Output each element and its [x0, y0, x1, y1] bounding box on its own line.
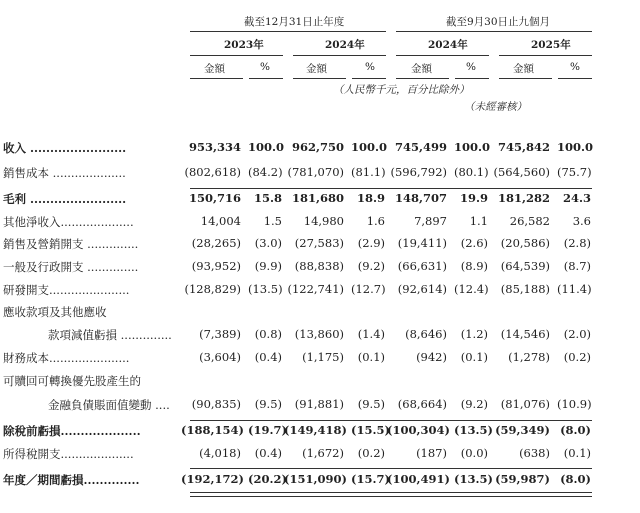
amount-cell: 26,582 — [509, 214, 550, 228]
subheader-rule-1a — [190, 78, 243, 79]
percent-cell: (0.2) — [563, 350, 591, 364]
amount-cell: (66,631) — [397, 259, 447, 273]
percent-cell: (2.9) — [357, 236, 385, 250]
percent-cell: (13.5) — [454, 472, 493, 486]
percent-header-1: % — [260, 61, 270, 73]
amount-cell: (14,546) — [500, 327, 550, 341]
percent-cell: (8.0) — [560, 472, 591, 486]
percent-cell: (81.1) — [351, 165, 386, 179]
percent-cell: (0.1) — [563, 446, 591, 460]
percent-cell: (0.2) — [357, 446, 385, 460]
percent-cell: 100.0 — [351, 140, 388, 154]
amount-cell: (90,835) — [191, 397, 241, 411]
subheader-rule-1b — [249, 78, 283, 79]
row-label: 研發開支...................... — [3, 283, 130, 297]
percent-cell: (8.0) — [560, 423, 591, 437]
amount-header-2: 金額 — [306, 63, 327, 75]
amount-cell: 745,842 — [497, 140, 550, 154]
header-rule-nine-months — [396, 31, 592, 32]
percent-cell: (0.4) — [254, 446, 282, 460]
row-label: 應收款項及其他應收 — [3, 305, 107, 319]
percent-cell: (3.0) — [254, 236, 282, 250]
rule-after-income-tax — [190, 468, 592, 469]
percent-cell: (84.2) — [248, 165, 283, 179]
amount-cell: 150,716 — [188, 191, 241, 205]
amount-header-4: 金額 — [513, 63, 534, 75]
row-label: 可贖回可轉換優先股產生的 — [3, 374, 141, 388]
row-label: 財務成本...................... — [3, 351, 130, 365]
amount-cell: (100,304) — [387, 423, 450, 437]
subheader-rule-4b — [558, 78, 592, 79]
year-2023: 2023年 — [224, 39, 264, 51]
amount-cell: 148,707 — [394, 191, 447, 205]
amount-cell: (28,265) — [191, 236, 241, 250]
percent-cell: (12.7) — [351, 282, 386, 296]
amount-cell: (20,586) — [500, 236, 550, 250]
amount-cell: (85,188) — [500, 282, 550, 296]
amount-cell: (8,646) — [405, 327, 447, 341]
amount-cell: (88,838) — [294, 259, 344, 273]
percent-cell: (9.9) — [254, 259, 282, 273]
double-rule-net-loss — [190, 492, 592, 497]
percent-cell: (1.2) — [460, 327, 488, 341]
subheader-rule-4a — [499, 78, 552, 79]
row-label: 其他淨收入.................... — [3, 215, 134, 229]
percent-cell: (9.2) — [357, 259, 385, 273]
percent-cell: (2.8) — [563, 236, 591, 250]
amount-cell: (91,881) — [294, 397, 344, 411]
amount-cell: (187) — [416, 446, 447, 460]
year-2025: 2025年 — [531, 39, 571, 51]
amount-cell: (1,672) — [302, 446, 344, 460]
year-rule-2024a — [293, 55, 386, 56]
amount-cell: (93,952) — [191, 259, 241, 273]
row-label: 除稅前虧損.................... — [3, 424, 141, 438]
rule-after-fvc — [190, 420, 592, 421]
amount-cell: (781,070) — [287, 165, 344, 179]
percent-cell: 1.1 — [469, 214, 488, 228]
amount-cell: (942) — [416, 350, 447, 364]
percent-cell: 100.0 — [248, 140, 285, 154]
subheader-rule-3a — [396, 78, 449, 79]
year-2024-a: 2024年 — [325, 39, 365, 51]
percent-cell: 100.0 — [454, 140, 491, 154]
amount-cell: (188,154) — [181, 423, 244, 437]
amount-cell: (192,172) — [181, 472, 244, 486]
percent-header-4: % — [570, 61, 580, 73]
amount-cell: (59,987) — [495, 472, 550, 486]
percent-header-3: % — [466, 61, 476, 73]
amount-cell: (564,560) — [493, 165, 550, 179]
percent-header-2: % — [365, 61, 375, 73]
percent-cell: (0.1) — [357, 350, 385, 364]
amount-cell: 181,680 — [291, 191, 344, 205]
header-rule-full-year — [190, 31, 386, 32]
row-label: 年度／期間虧損.............. — [3, 473, 140, 487]
amount-cell: (19,411) — [397, 236, 447, 250]
amount-cell: (59,349) — [495, 423, 550, 437]
amount-cell: (4,018) — [199, 446, 241, 460]
amount-cell: (128,829) — [184, 282, 241, 296]
row-label: 一般及行政開支 .............. — [3, 260, 139, 274]
percent-cell: (15.7) — [351, 472, 390, 486]
percent-cell: (0.8) — [254, 327, 282, 341]
percent-cell: (20.2) — [248, 472, 287, 486]
percent-cell: (9.5) — [254, 397, 282, 411]
amount-cell: (1,175) — [302, 350, 344, 364]
percent-cell: 1.5 — [263, 214, 282, 228]
percent-cell: (19.7) — [248, 423, 287, 437]
amount-cell: (149,418) — [284, 423, 347, 437]
year-2024-b: 2024年 — [428, 39, 468, 51]
percent-cell: 18.9 — [356, 191, 385, 205]
amount-cell: (27,583) — [294, 236, 344, 250]
rule-after-cost-of-sales — [190, 188, 592, 189]
percent-cell: (1.4) — [357, 327, 385, 341]
amount-cell: 745,499 — [394, 140, 447, 154]
amount-cell: 14,980 — [303, 214, 344, 228]
amount-cell: (92,614) — [397, 282, 447, 296]
percent-cell: (13.5) — [248, 282, 283, 296]
row-label: 所得稅開支.................... — [3, 447, 134, 461]
row-label: 毛利 ........................ — [3, 192, 127, 206]
amount-cell: (7,389) — [199, 327, 241, 341]
amount-cell: (638) — [519, 446, 550, 460]
percent-cell: (0.4) — [254, 350, 282, 364]
unaudited-note: （未經審核） — [464, 101, 527, 113]
percent-cell: 3.6 — [572, 214, 591, 228]
unit-note: （人民幣千元，百分比除外） — [333, 84, 470, 96]
percent-cell: 15.8 — [253, 191, 282, 205]
percent-cell: 24.3 — [562, 191, 591, 205]
amount-cell: 953,334 — [188, 140, 241, 154]
percent-cell: (2.0) — [563, 327, 591, 341]
amount-cell: (100,491) — [387, 472, 450, 486]
row-label: 款項減值虧損 .............. — [48, 328, 172, 342]
percent-cell: 19.9 — [459, 191, 488, 205]
percent-cell: (8.9) — [460, 259, 488, 273]
amount-cell: (3,604) — [199, 350, 241, 364]
amount-cell: (64,539) — [500, 259, 550, 273]
subheader-rule-2b — [352, 78, 386, 79]
row-label: 收入 ........................ — [3, 141, 127, 155]
amount-cell: (13,860) — [294, 327, 344, 341]
percent-cell: (0.0) — [460, 446, 488, 460]
percent-cell: (8.7) — [563, 259, 591, 273]
percent-cell: (10.9) — [557, 397, 592, 411]
amount-cell: 962,750 — [291, 140, 344, 154]
percent-cell: (0.1) — [460, 350, 488, 364]
amount-cell: (596,792) — [390, 165, 447, 179]
percent-cell: (75.7) — [557, 165, 592, 179]
percent-cell: 1.6 — [366, 214, 385, 228]
amount-cell: (151,090) — [284, 472, 347, 486]
percent-cell: (11.4) — [557, 282, 592, 296]
amount-cell: (122,741) — [287, 282, 344, 296]
period-nine-months-header: 截至9月30日止九個月 — [446, 16, 551, 28]
period-full-year-header: 截至12月31日止年度 — [244, 16, 345, 28]
year-rule-2024b — [396, 55, 489, 56]
amount-header-1: 金額 — [204, 63, 225, 75]
percent-cell: (9.5) — [357, 397, 385, 411]
row-label: 銷售成本 .................... — [3, 166, 126, 180]
subheader-rule-3b — [455, 78, 489, 79]
percent-cell: (9.2) — [460, 397, 488, 411]
amount-cell: 181,282 — [497, 191, 550, 205]
amount-cell: (802,618) — [184, 165, 241, 179]
amount-cell: (1,278) — [508, 350, 550, 364]
percent-cell: (15.5) — [351, 423, 390, 437]
row-label: 金融負債賬面值變動 .... — [48, 398, 170, 412]
percent-cell: (13.5) — [454, 423, 493, 437]
amount-cell: (81,076) — [500, 397, 550, 411]
subheader-rule-2a — [293, 78, 346, 79]
percent-cell: (2.6) — [460, 236, 488, 250]
percent-cell: (12.4) — [454, 282, 489, 296]
percent-cell: 100.0 — [557, 140, 594, 154]
year-rule-2025 — [499, 55, 592, 56]
percent-cell: (80.1) — [454, 165, 489, 179]
amount-cell: 7,897 — [414, 214, 447, 228]
year-rule-2023 — [190, 55, 283, 56]
amount-cell: 14,004 — [200, 214, 241, 228]
amount-header-3: 金額 — [411, 63, 432, 75]
row-label: 銷售及營銷開支 .............. — [3, 237, 139, 251]
amount-cell: (68,664) — [397, 397, 447, 411]
